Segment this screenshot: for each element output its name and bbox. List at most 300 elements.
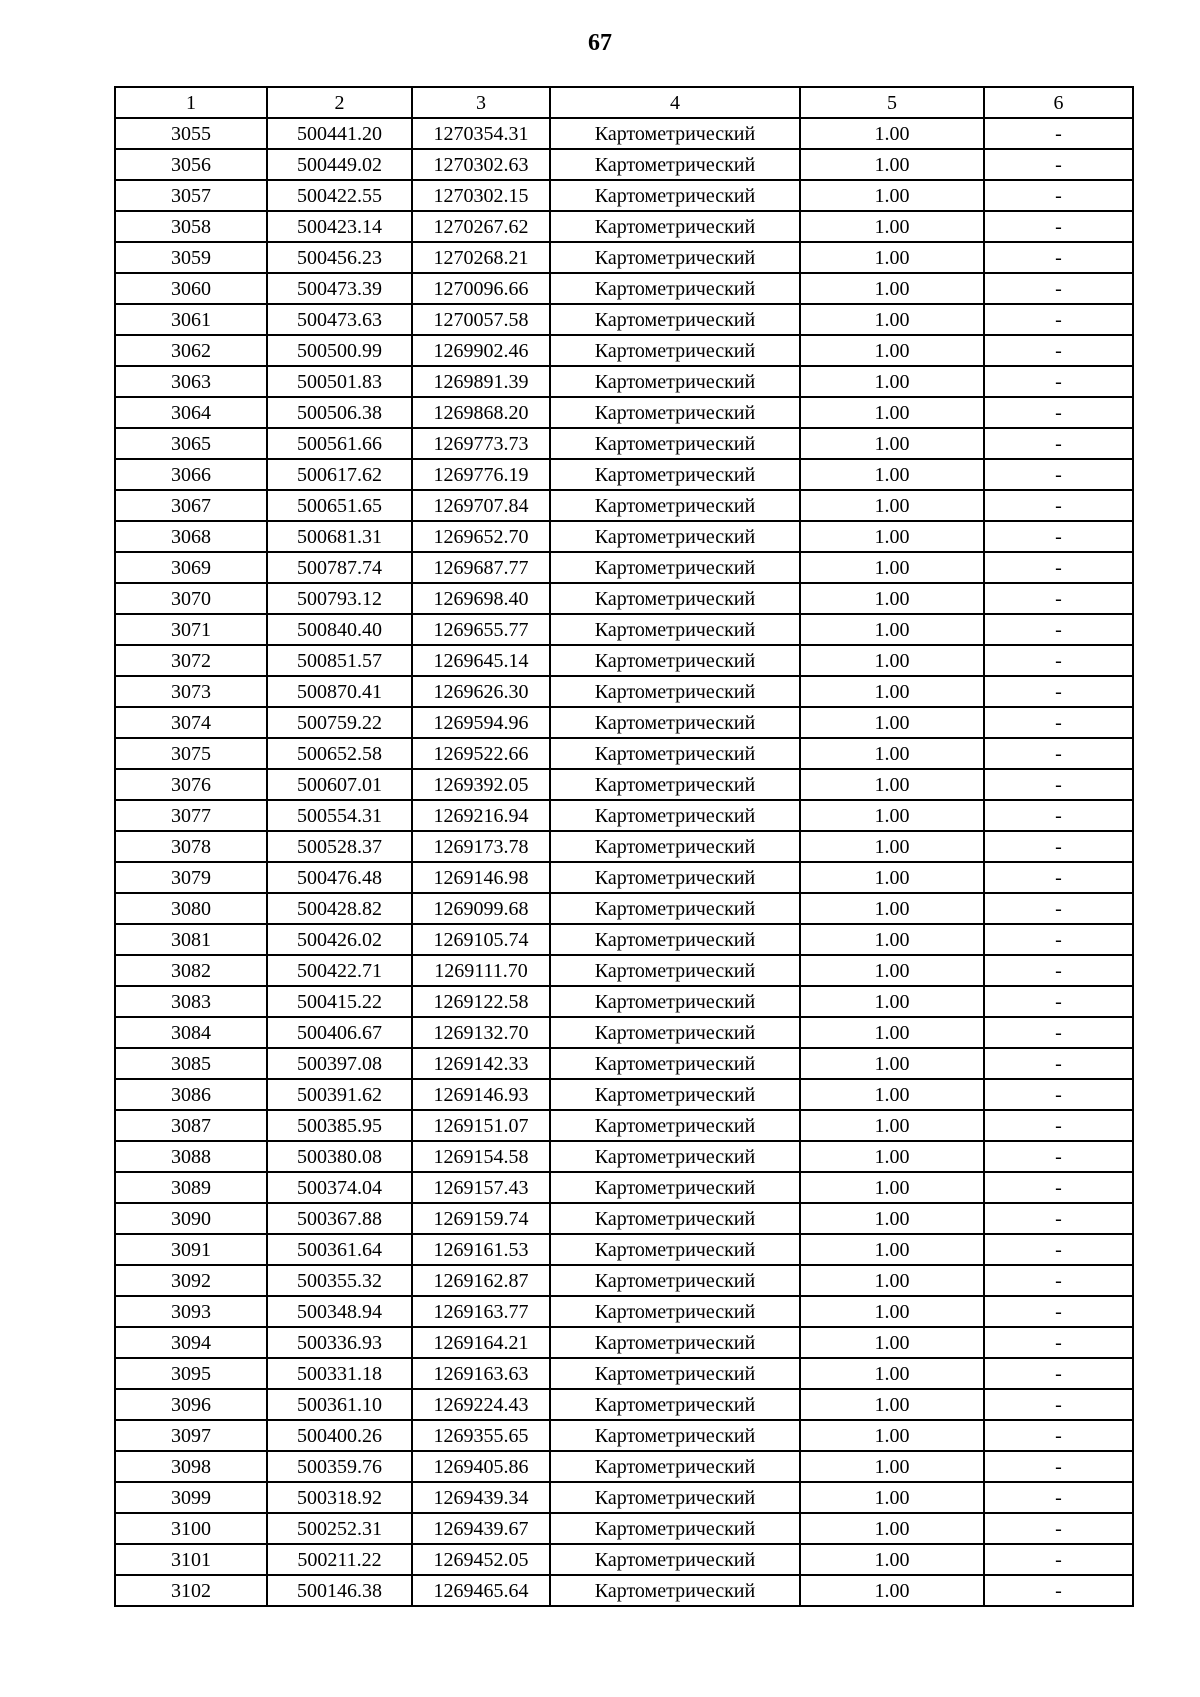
table-row [115,893,1133,924]
method-cell: Картометрический [550,1234,800,1265]
y-coordinate-cell: 1269773.73 [412,428,550,459]
method-cell: Картометрический [550,335,800,366]
x-coordinate-cell: 500651.65 [267,490,412,521]
table-row [115,800,1133,831]
note-cell: - [984,1327,1133,1358]
x-coordinate-cell: 500456.23 [267,242,412,273]
point-number-cell: 3055 [115,118,267,149]
point-number-cell: 3069 [115,552,267,583]
accuracy-cell: 1.00 [800,1048,984,1079]
accuracy-cell: 1.00 [800,676,984,707]
accuracy-cell: 1.00 [800,428,984,459]
accuracy-cell: 1.00 [800,800,984,831]
point-number-cell: 3080 [115,893,267,924]
y-coordinate-cell: 1270096.66 [412,273,550,304]
table-body [115,118,1133,1606]
table-row [115,366,1133,397]
y-coordinate-cell: 1269146.93 [412,1079,550,1110]
x-coordinate-cell: 500391.62 [267,1079,412,1110]
method-cell: Картометрический [550,1513,800,1544]
y-coordinate-cell: 1269151.07 [412,1110,550,1141]
accuracy-cell: 1.00 [800,831,984,862]
note-cell: - [984,1048,1133,1079]
table-row [115,211,1133,242]
note-cell: - [984,924,1133,955]
method-cell: Картометрический [550,676,800,707]
table-row [115,676,1133,707]
accuracy-cell: 1.00 [800,1079,984,1110]
accuracy-cell: 1.00 [800,211,984,242]
x-coordinate-cell: 500397.08 [267,1048,412,1079]
note-cell: - [984,242,1133,273]
accuracy-cell: 1.00 [800,552,984,583]
point-number-cell: 3081 [115,924,267,955]
accuracy-cell: 1.00 [800,583,984,614]
y-coordinate-cell: 1269132.70 [412,1017,550,1048]
note-cell: - [984,614,1133,645]
note-cell: - [984,1017,1133,1048]
accuracy-cell: 1.00 [800,1358,984,1389]
method-cell: Картометрический [550,490,800,521]
note-cell: - [984,304,1133,335]
table-row [115,614,1133,645]
x-coordinate-cell: 500473.63 [267,304,412,335]
point-number-cell: 3102 [115,1575,267,1606]
point-number-cell: 3059 [115,242,267,273]
table-row [115,738,1133,769]
accuracy-cell: 1.00 [800,304,984,335]
table-row [115,1296,1133,1327]
point-number-cell: 3101 [115,1544,267,1575]
y-coordinate-cell: 1269154.58 [412,1141,550,1172]
note-cell: - [984,1451,1133,1482]
point-number-cell: 3086 [115,1079,267,1110]
x-coordinate-cell: 500851.57 [267,645,412,676]
method-cell: Картометрический [550,211,800,242]
point-number-cell: 3077 [115,800,267,831]
method-cell: Картометрический [550,1544,800,1575]
y-coordinate-cell: 1270302.63 [412,149,550,180]
note-cell: - [984,521,1133,552]
point-number-cell: 3065 [115,428,267,459]
note-cell: - [984,1575,1133,1606]
point-number-cell: 3097 [115,1420,267,1451]
accuracy-cell: 1.00 [800,1575,984,1606]
note-cell: - [984,676,1133,707]
method-cell: Картометрический [550,521,800,552]
point-number-cell: 3056 [115,149,267,180]
method-cell: Картометрический [550,1110,800,1141]
point-number-cell: 3100 [115,1513,267,1544]
accuracy-cell: 1.00 [800,707,984,738]
x-coordinate-cell: 500374.04 [267,1172,412,1203]
note-cell: - [984,1079,1133,1110]
x-coordinate-cell: 500528.37 [267,831,412,862]
accuracy-cell: 1.00 [800,1420,984,1451]
accuracy-cell: 1.00 [800,738,984,769]
note-cell: - [984,335,1133,366]
method-cell: Картометрический [550,893,800,924]
x-coordinate-cell: 500380.08 [267,1141,412,1172]
x-coordinate-cell: 500787.74 [267,552,412,583]
x-coordinate-cell: 500406.67 [267,1017,412,1048]
x-coordinate-cell: 500415.22 [267,986,412,1017]
method-cell: Картометрический [550,459,800,490]
y-coordinate-cell: 1269224.43 [412,1389,550,1420]
accuracy-cell: 1.00 [800,1172,984,1203]
x-coordinate-cell: 500252.31 [267,1513,412,1544]
y-coordinate-cell: 1269687.77 [412,552,550,583]
page-number: 67 [588,30,612,56]
table-row [115,149,1133,180]
point-number-cell: 3078 [115,831,267,862]
y-coordinate-cell: 1269099.68 [412,893,550,924]
accuracy-cell: 1.00 [800,1327,984,1358]
point-number-cell: 3075 [115,738,267,769]
point-number-cell: 3062 [115,335,267,366]
x-coordinate-cell: 500359.76 [267,1451,412,1482]
y-coordinate-cell: 1269698.40 [412,583,550,614]
table-row [115,862,1133,893]
accuracy-cell: 1.00 [800,955,984,986]
x-coordinate-cell: 500318.92 [267,1482,412,1513]
y-coordinate-cell: 1269164.21 [412,1327,550,1358]
note-cell: - [984,366,1133,397]
x-coordinate-cell: 500426.02 [267,924,412,955]
accuracy-cell: 1.00 [800,614,984,645]
x-coordinate-cell: 500336.93 [267,1327,412,1358]
method-cell: Картометрический [550,1575,800,1606]
x-coordinate-cell: 500870.41 [267,676,412,707]
x-coordinate-cell: 500476.48 [267,862,412,893]
note-cell: - [984,1389,1133,1420]
accuracy-cell: 1.00 [800,1389,984,1420]
method-cell: Картометрический [550,800,800,831]
table-row [115,1110,1133,1141]
note-cell: - [984,583,1133,614]
note-cell: - [984,180,1133,211]
accuracy-cell: 1.00 [800,1141,984,1172]
point-number-cell: 3064 [115,397,267,428]
method-cell: Картометрический [550,1172,800,1203]
table-row [115,1265,1133,1296]
accuracy-cell: 1.00 [800,1265,984,1296]
y-coordinate-cell: 1269626.30 [412,676,550,707]
y-coordinate-cell: 1269902.46 [412,335,550,366]
note-cell: - [984,1265,1133,1296]
method-cell: Картометрический [550,1482,800,1513]
table-header-row [115,87,1133,118]
method-cell: Картометрический [550,428,800,459]
point-number-cell: 3099 [115,1482,267,1513]
method-cell: Картометрический [550,1451,800,1482]
note-cell: - [984,769,1133,800]
method-cell: Картометрический [550,955,800,986]
point-number-cell: 3088 [115,1141,267,1172]
note-cell: - [984,1482,1133,1513]
point-number-cell: 3063 [115,366,267,397]
accuracy-cell: 1.00 [800,893,984,924]
accuracy-cell: 1.00 [800,645,984,676]
y-coordinate-cell: 1269652.70 [412,521,550,552]
method-cell: Картометрический [550,552,800,583]
x-coordinate-cell: 500506.38 [267,397,412,428]
accuracy-cell: 1.00 [800,459,984,490]
x-coordinate-cell: 500473.39 [267,273,412,304]
point-number-cell: 3071 [115,614,267,645]
x-coordinate-cell: 500422.71 [267,955,412,986]
y-coordinate-cell: 1269645.14 [412,645,550,676]
x-coordinate-cell: 500400.26 [267,1420,412,1451]
note-cell: - [984,800,1133,831]
method-cell: Картометрический [550,366,800,397]
method-cell: Картометрический [550,1079,800,1110]
table-row [115,1327,1133,1358]
table-row [115,552,1133,583]
y-coordinate-cell: 1270057.58 [412,304,550,335]
note-cell: - [984,862,1133,893]
y-coordinate-cell: 1269216.94 [412,800,550,831]
table-row [115,1482,1133,1513]
method-cell: Картометрический [550,1327,800,1358]
method-cell: Картометрический [550,1203,800,1234]
table-row [115,490,1133,521]
point-number-cell: 3079 [115,862,267,893]
note-cell: - [984,1420,1133,1451]
table-row [115,1575,1133,1606]
y-coordinate-cell: 1269522.66 [412,738,550,769]
accuracy-cell: 1.00 [800,1513,984,1544]
point-number-cell: 3068 [115,521,267,552]
table-row [115,118,1133,149]
point-number-cell: 3090 [115,1203,267,1234]
table-row [115,924,1133,955]
y-coordinate-cell: 1269776.19 [412,459,550,490]
column-header: 2 [267,87,412,118]
accuracy-cell: 1.00 [800,1482,984,1513]
x-coordinate-cell: 500361.10 [267,1389,412,1420]
point-number-cell: 3058 [115,211,267,242]
y-coordinate-cell: 1269392.05 [412,769,550,800]
table-row [115,1079,1133,1110]
point-number-cell: 3066 [115,459,267,490]
y-coordinate-cell: 1269868.20 [412,397,550,428]
note-cell: - [984,831,1133,862]
accuracy-cell: 1.00 [800,149,984,180]
note-cell: - [984,118,1133,149]
point-number-cell: 3084 [115,1017,267,1048]
table-row [115,1017,1133,1048]
accuracy-cell: 1.00 [800,180,984,211]
coordinates-table [114,86,1134,1607]
x-coordinate-cell: 500331.18 [267,1358,412,1389]
table-row [115,986,1133,1017]
table-row [115,1172,1133,1203]
accuracy-cell: 1.00 [800,1296,984,1327]
note-cell: - [984,645,1133,676]
y-coordinate-cell: 1269161.53 [412,1234,550,1265]
note-cell: - [984,1203,1133,1234]
column-header: 6 [984,87,1133,118]
point-number-cell: 3060 [115,273,267,304]
point-number-cell: 3098 [115,1451,267,1482]
point-number-cell: 3076 [115,769,267,800]
x-coordinate-cell: 500146.38 [267,1575,412,1606]
note-cell: - [984,552,1133,583]
point-number-cell: 3082 [115,955,267,986]
table-row [115,1513,1133,1544]
y-coordinate-cell: 1270354.31 [412,118,550,149]
point-number-cell: 3096 [115,1389,267,1420]
method-cell: Картометрический [550,397,800,428]
note-cell: - [984,273,1133,304]
y-coordinate-cell: 1270302.15 [412,180,550,211]
column-header: 3 [412,87,550,118]
column-header: 1 [115,87,267,118]
accuracy-cell: 1.00 [800,335,984,366]
table-row [115,1544,1133,1575]
y-coordinate-cell: 1269163.63 [412,1358,550,1389]
note-cell: - [984,1141,1133,1172]
table-row [115,583,1133,614]
method-cell: Картометрический [550,180,800,211]
table-row [115,242,1133,273]
y-coordinate-cell: 1269355.65 [412,1420,550,1451]
x-coordinate-cell: 500211.22 [267,1544,412,1575]
x-coordinate-cell: 500423.14 [267,211,412,242]
column-header: 4 [550,87,800,118]
x-coordinate-cell: 500759.22 [267,707,412,738]
point-number-cell: 3087 [115,1110,267,1141]
y-coordinate-cell: 1270268.21 [412,242,550,273]
method-cell: Картометрический [550,583,800,614]
table-row [115,1141,1133,1172]
note-cell: - [984,1110,1133,1141]
x-coordinate-cell: 500428.82 [267,893,412,924]
y-coordinate-cell: 1269439.67 [412,1513,550,1544]
x-coordinate-cell: 500441.20 [267,118,412,149]
accuracy-cell: 1.00 [800,490,984,521]
accuracy-cell: 1.00 [800,521,984,552]
note-cell: - [984,397,1133,428]
accuracy-cell: 1.00 [800,1203,984,1234]
accuracy-cell: 1.00 [800,1017,984,1048]
table-row [115,955,1133,986]
y-coordinate-cell: 1269173.78 [412,831,550,862]
method-cell: Картометрический [550,242,800,273]
method-cell: Картометрический [550,1017,800,1048]
method-cell: Картометрический [550,769,800,800]
accuracy-cell: 1.00 [800,273,984,304]
method-cell: Картометрический [550,1296,800,1327]
table-row [115,180,1133,211]
table-row [115,831,1133,862]
table-row [115,1451,1133,1482]
accuracy-cell: 1.00 [800,986,984,1017]
x-coordinate-cell: 500561.66 [267,428,412,459]
method-cell: Картометрический [550,1048,800,1079]
note-cell: - [984,1544,1133,1575]
point-number-cell: 3092 [115,1265,267,1296]
x-coordinate-cell: 500348.94 [267,1296,412,1327]
method-cell: Картометрический [550,149,800,180]
method-cell: Картометрический [550,986,800,1017]
point-number-cell: 3093 [115,1296,267,1327]
table-row [115,273,1133,304]
accuracy-cell: 1.00 [800,1234,984,1265]
x-coordinate-cell: 500652.58 [267,738,412,769]
y-coordinate-cell: 1269146.98 [412,862,550,893]
point-number-cell: 3073 [115,676,267,707]
method-cell: Картометрический [550,118,800,149]
y-coordinate-cell: 1269594.96 [412,707,550,738]
y-coordinate-cell: 1269157.43 [412,1172,550,1203]
accuracy-cell: 1.00 [800,862,984,893]
point-number-cell: 3094 [115,1327,267,1358]
method-cell: Картометрический [550,1420,800,1451]
table-row [115,707,1133,738]
table-row [115,335,1133,366]
x-coordinate-cell: 500361.64 [267,1234,412,1265]
note-cell: - [984,1234,1133,1265]
point-number-cell: 3070 [115,583,267,614]
method-cell: Картометрический [550,862,800,893]
accuracy-cell: 1.00 [800,397,984,428]
point-number-cell: 3095 [115,1358,267,1389]
x-coordinate-cell: 500422.55 [267,180,412,211]
method-cell: Картометрический [550,707,800,738]
note-cell: - [984,1172,1133,1203]
accuracy-cell: 1.00 [800,366,984,397]
accuracy-cell: 1.00 [800,769,984,800]
y-coordinate-cell: 1269655.77 [412,614,550,645]
point-number-cell: 3061 [115,304,267,335]
x-coordinate-cell: 500501.83 [267,366,412,397]
y-coordinate-cell: 1270267.62 [412,211,550,242]
method-cell: Картометрический [550,645,800,676]
method-cell: Картометрический [550,304,800,335]
note-cell: - [984,459,1133,490]
table-row [115,397,1133,428]
table-row [115,459,1133,490]
note-cell: - [984,1513,1133,1544]
method-cell: Картометрический [550,614,800,645]
point-number-cell: 3091 [115,1234,267,1265]
note-cell: - [984,707,1133,738]
y-coordinate-cell: 1269891.39 [412,366,550,397]
x-coordinate-cell: 500500.99 [267,335,412,366]
point-number-cell: 3074 [115,707,267,738]
y-coordinate-cell: 1269405.86 [412,1451,550,1482]
point-number-cell: 3067 [115,490,267,521]
x-coordinate-cell: 500607.01 [267,769,412,800]
y-coordinate-cell: 1269142.33 [412,1048,550,1079]
y-coordinate-cell: 1269439.34 [412,1482,550,1513]
note-cell: - [984,149,1133,180]
accuracy-cell: 1.00 [800,118,984,149]
y-coordinate-cell: 1269707.84 [412,490,550,521]
note-cell: - [984,955,1133,986]
x-coordinate-cell: 500681.31 [267,521,412,552]
x-coordinate-cell: 500385.95 [267,1110,412,1141]
table-row [115,645,1133,676]
point-number-cell: 3089 [115,1172,267,1203]
method-cell: Картометрический [550,1141,800,1172]
x-coordinate-cell: 500367.88 [267,1203,412,1234]
note-cell: - [984,428,1133,459]
y-coordinate-cell: 1269105.74 [412,924,550,955]
column-header: 5 [800,87,984,118]
